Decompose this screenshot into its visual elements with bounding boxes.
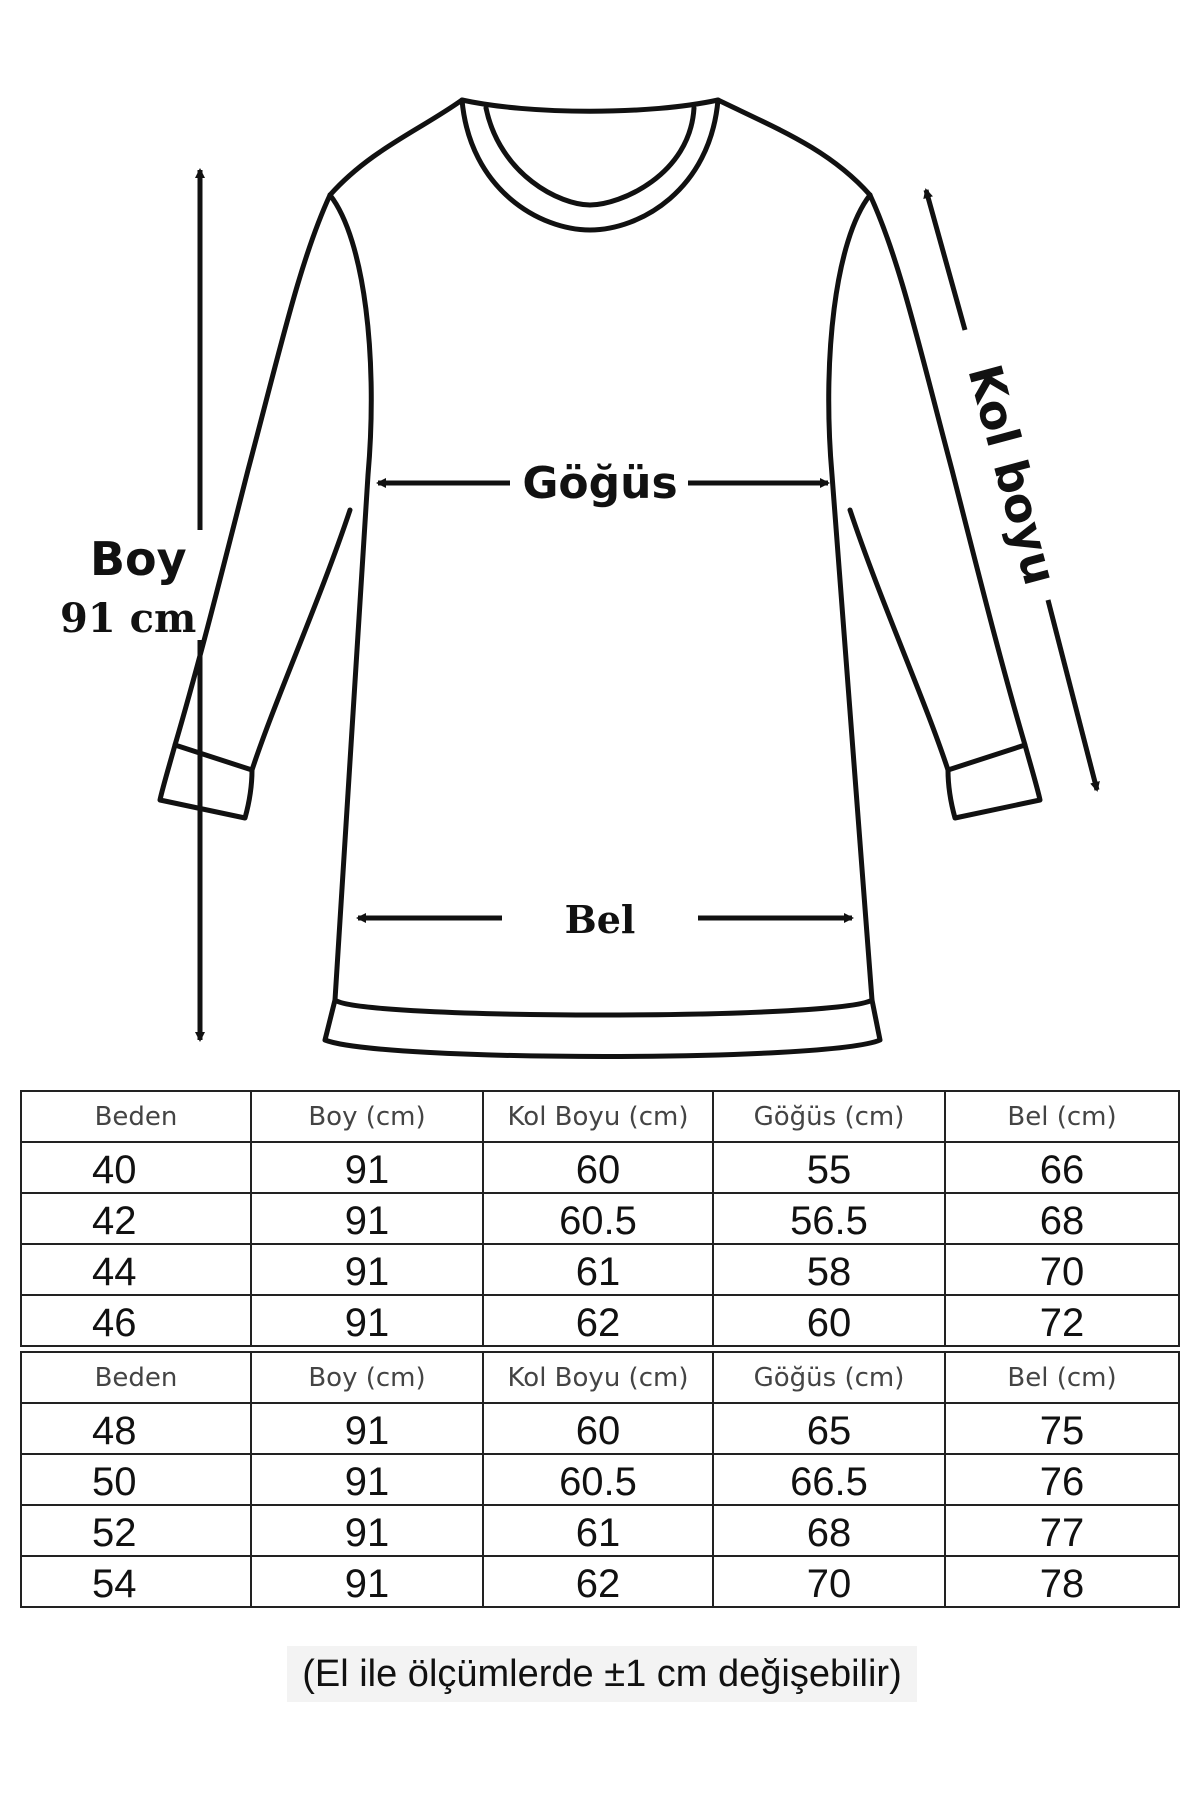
cell-kol-boyu: 60.5 [483, 1454, 713, 1505]
cell-boy: 91 [251, 1505, 483, 1556]
shoulder-line [330, 100, 870, 195]
cell-boy: 91 [251, 1556, 483, 1607]
cell-kol-boyu: 60.5 [483, 1193, 713, 1244]
table-row [21, 1142, 1179, 1193]
cell-gogus: 66.5 [713, 1454, 945, 1505]
cell-beden: 54 [21, 1556, 251, 1607]
hem-band [325, 1000, 880, 1057]
header-bel: Bel (cm) [945, 1352, 1179, 1403]
header-beden: Beden [21, 1352, 251, 1403]
header-bel: Bel (cm) [945, 1091, 1179, 1142]
cell-bel: 72 [945, 1295, 1179, 1346]
cell-boy: 91 [251, 1142, 483, 1193]
cell-bel: 76 [945, 1454, 1179, 1505]
body-right-edge [829, 195, 872, 1000]
header-beden: Beden [21, 1091, 251, 1142]
cell-beden: 50 [21, 1454, 251, 1505]
cell-boy: 91 [251, 1454, 483, 1505]
cell-beden: 42 [21, 1193, 251, 1244]
header-boy: Boy (cm) [251, 1352, 483, 1403]
cell-bel: 75 [945, 1403, 1179, 1454]
header-gogus: Göğüs (cm) [713, 1352, 945, 1403]
collar-outer [462, 100, 718, 230]
cell-kol-boyu: 61 [483, 1244, 713, 1295]
cell-beden: 40 [21, 1142, 251, 1193]
kol-boyu-label: Kol boyu [957, 358, 1068, 591]
cell-gogus: 68 [713, 1505, 945, 1556]
table-row [21, 1403, 1179, 1454]
gogus-label: Göğüs [522, 458, 678, 509]
header-kol-boyu: Kol Boyu (cm) [483, 1352, 713, 1403]
cell-boy: 91 [251, 1244, 483, 1295]
kol-arrow-top [926, 190, 965, 330]
cell-kol-boyu: 60 [483, 1142, 713, 1193]
table-row [21, 1454, 1179, 1505]
table-row [21, 1244, 1179, 1295]
collar-inner [486, 108, 694, 205]
body-left-edge [330, 195, 371, 1000]
size-table-1 [20, 1090, 1180, 1347]
cell-kol-boyu: 62 [483, 1556, 713, 1607]
header-boy: Boy (cm) [251, 1091, 483, 1142]
cell-kol-boyu: 61 [483, 1505, 713, 1556]
cell-boy: 91 [251, 1193, 483, 1244]
cell-bel: 66 [945, 1142, 1179, 1193]
cell-bel: 77 [945, 1505, 1179, 1556]
cell-gogus: 58 [713, 1244, 945, 1295]
cell-kol-boyu: 62 [483, 1295, 713, 1346]
table-header-row [21, 1352, 1179, 1403]
cell-boy: 91 [251, 1403, 483, 1454]
cell-beden: 48 [21, 1403, 251, 1454]
boy-label: Boy [90, 532, 187, 586]
table-row [21, 1505, 1179, 1556]
cell-bel: 68 [945, 1193, 1179, 1244]
bel-label: Bel [564, 897, 636, 942]
measurement-arrows [200, 170, 1097, 1040]
cell-gogus: 70 [713, 1556, 945, 1607]
cell-bel: 70 [945, 1244, 1179, 1295]
cell-boy: 91 [251, 1295, 483, 1346]
table-row [21, 1556, 1179, 1607]
cell-gogus: 55 [713, 1142, 945, 1193]
table-row [21, 1295, 1179, 1346]
cell-beden: 44 [21, 1244, 251, 1295]
cell-gogus: 60 [713, 1295, 945, 1346]
kol-arrow-bottom [1048, 600, 1097, 790]
table-row [21, 1193, 1179, 1244]
size-table-2 [20, 1351, 1180, 1608]
cell-bel: 78 [945, 1556, 1179, 1607]
header-kol-boyu: Kol Boyu (cm) [483, 1091, 713, 1142]
measurement-disclaimer: (El ile ölçümlerde ±1 cm değişebilir) [287, 1646, 917, 1702]
cell-gogus: 65 [713, 1403, 945, 1454]
cell-kol-boyu: 60 [483, 1403, 713, 1454]
header-gogus: Göğüs (cm) [713, 1091, 945, 1142]
boy-value-label: 91 cm [60, 595, 197, 642]
table-header-row [21, 1091, 1179, 1142]
cell-beden: 46 [21, 1295, 251, 1346]
cell-beden: 52 [21, 1505, 251, 1556]
cell-gogus: 56.5 [713, 1193, 945, 1244]
